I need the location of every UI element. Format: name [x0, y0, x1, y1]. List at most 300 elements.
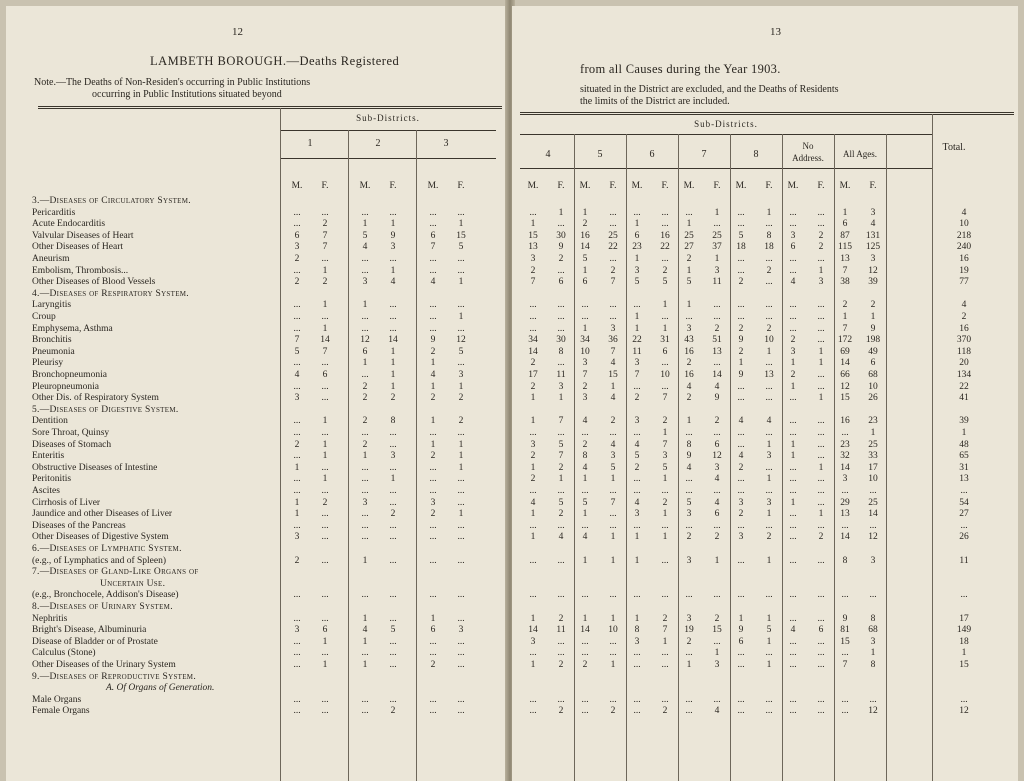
sex-header: F. — [661, 181, 669, 191]
table-cell: 3 — [362, 277, 368, 287]
table-cell: ... — [841, 428, 849, 438]
table-cell: 39 — [868, 277, 878, 287]
table-cell: ... — [321, 358, 329, 368]
table-cell: ... — [429, 312, 437, 322]
table-cell: 4 — [790, 277, 796, 287]
total-cell: 218 — [956, 231, 972, 241]
table-cell: 6 — [738, 637, 744, 647]
table-cell: ... — [661, 219, 669, 229]
table-cell: 6 — [714, 440, 720, 450]
table-cell: ... — [609, 695, 617, 705]
table-cell: ... — [633, 660, 641, 670]
table-cell: 16 — [660, 231, 670, 241]
table-cell: ... — [293, 324, 301, 334]
table-cell: 23 — [868, 416, 878, 426]
table-cell: ... — [661, 590, 669, 600]
table-cell: 1 — [870, 428, 876, 438]
table-cell: ... — [361, 254, 369, 264]
table-cell: ... — [389, 312, 397, 322]
table-cell: ... — [361, 706, 369, 716]
table-cell: 3 — [766, 498, 772, 508]
table-cell: 15 — [608, 370, 618, 380]
table-cell: 23 — [840, 440, 850, 450]
table-cell: 1 — [818, 393, 824, 403]
table-cell: 12 — [868, 706, 878, 716]
table-cell: 4 — [714, 498, 720, 508]
table-cell: 1 — [390, 219, 396, 229]
table-cell: 2 — [558, 660, 564, 670]
table-cell: ... — [661, 358, 669, 368]
table-cell: 2 — [790, 335, 796, 345]
total-cell: ... — [960, 590, 968, 600]
table-cell: ... — [361, 695, 369, 705]
table-cell: ... — [529, 428, 537, 438]
table-cell: ... — [321, 532, 329, 542]
table-cell: 1 — [458, 277, 464, 287]
table-cell: 7 — [322, 347, 328, 357]
table-cell: ... — [557, 556, 565, 566]
table-cell: 2 — [362, 382, 368, 392]
table-cell: ... — [389, 648, 397, 658]
table-cell: 10 — [660, 370, 670, 380]
table-cell: 172 — [837, 335, 853, 345]
table-cell: 7 — [842, 324, 848, 334]
table-cell: 2 — [458, 393, 464, 403]
table-cell: 2 — [790, 370, 796, 380]
table-cell: ... — [713, 695, 721, 705]
table-cell: ... — [293, 312, 301, 322]
table-cell: 34 — [528, 335, 538, 345]
table-cell: ... — [321, 648, 329, 658]
total-cell: 26 — [959, 532, 969, 542]
table-cell: ... — [321, 556, 329, 566]
table-cell: ... — [321, 486, 329, 496]
col-divider — [932, 114, 933, 781]
table-cell: 1 — [662, 324, 668, 334]
table-cell: 3 — [582, 393, 588, 403]
table-cell: 1 — [294, 463, 300, 473]
col-divider — [348, 130, 349, 781]
table-cell: 2 — [294, 277, 300, 287]
table-cell: ... — [557, 324, 565, 334]
table-cell: 2 — [430, 393, 436, 403]
table-cell: ... — [361, 370, 369, 380]
row-label: Enteritis — [32, 451, 65, 461]
table-cell: 1 — [390, 347, 396, 357]
table-cell: 5 — [662, 463, 668, 473]
table-cell: 4 — [714, 382, 720, 392]
sub-districts-header-right: Sub-Districts. — [694, 119, 758, 129]
table-cell: ... — [321, 590, 329, 600]
table-cell: 6 — [430, 625, 436, 635]
table-cell: 7 — [430, 242, 436, 252]
table-cell: 1 — [294, 498, 300, 508]
table-cell: ... — [361, 324, 369, 334]
table-cell: 2 — [818, 532, 824, 542]
table-cell: 4 — [714, 474, 720, 484]
table-cell: ... — [661, 648, 669, 658]
table-cell: 3 — [738, 532, 744, 542]
header-rule-left — [280, 130, 496, 131]
total-cell: 11 — [959, 556, 969, 566]
table-cell: 1 — [634, 556, 640, 566]
table-cell: ... — [557, 637, 565, 647]
row-label: Other Diseases of Heart — [32, 242, 124, 252]
table-cell: ... — [557, 590, 565, 600]
table-cell: ... — [529, 324, 537, 334]
table-cell: ... — [389, 486, 397, 496]
table-cell: 1 — [790, 451, 796, 461]
table-cell: ... — [457, 637, 465, 647]
total-cell: 41 — [959, 393, 969, 403]
table-cell: 6 — [558, 277, 564, 287]
table-cell: 3 — [686, 614, 692, 624]
table-cell: ... — [789, 648, 797, 658]
table-cell: ... — [389, 614, 397, 624]
row-label: Pleurisy — [32, 358, 64, 368]
table-cell: ... — [361, 474, 369, 484]
table-cell: 10 — [868, 474, 878, 484]
table-cell: 1 — [582, 614, 588, 624]
table-cell: ... — [789, 521, 797, 531]
table-cell: 3 — [634, 637, 640, 647]
total-cell: ... — [960, 486, 968, 496]
table-cell: 49 — [868, 347, 878, 357]
table-cell: ... — [581, 637, 589, 647]
table-cell: ... — [389, 660, 397, 670]
table-cell: 2 — [738, 509, 744, 519]
table-cell: 2 — [582, 382, 588, 392]
sex-header: M. — [683, 181, 695, 191]
table-cell: ... — [765, 695, 773, 705]
table-cell: ... — [361, 208, 369, 218]
table-cell: 9 — [738, 625, 744, 635]
table-cell: 5 — [610, 463, 616, 473]
table-cell: 1 — [818, 509, 824, 519]
table-cell: ... — [389, 532, 397, 542]
table-cell: 2 — [662, 266, 668, 276]
top-rule-left — [38, 106, 502, 109]
table-cell: 4 — [714, 706, 720, 716]
table-cell: 3 — [558, 382, 564, 392]
table-cell: ... — [633, 695, 641, 705]
table-cell: ... — [841, 648, 849, 658]
table-cell: 12 — [868, 266, 878, 276]
table-cell: 1 — [322, 416, 328, 426]
table-cell: ... — [581, 312, 589, 322]
table-cell: 3 — [390, 451, 396, 461]
header-rule-left-2 — [280, 158, 496, 159]
table-cell: 3 — [738, 498, 744, 508]
table-cell: 2 — [322, 277, 328, 287]
table-cell: 7 — [530, 277, 536, 287]
sex-header: M. — [839, 181, 851, 191]
table-cell: ... — [429, 266, 437, 276]
table-cell: 7 — [582, 370, 588, 380]
table-cell: ... — [293, 300, 301, 310]
table-cell: 1 — [322, 266, 328, 276]
table-cell: 1 — [362, 614, 368, 624]
table-cell: 9 — [714, 393, 720, 403]
table-cell: ... — [789, 556, 797, 566]
table-cell: ... — [765, 219, 773, 229]
table-cell: 3 — [634, 358, 640, 368]
table-cell: 6 — [634, 231, 640, 241]
table-cell: 2 — [530, 451, 536, 461]
table-cell: 7 — [662, 393, 668, 403]
table-cell: ... — [457, 428, 465, 438]
table-cell: 1 — [870, 648, 876, 658]
row-label: Peritonitis — [32, 474, 72, 484]
table-cell: 4 — [738, 451, 744, 461]
row-label: 4.—Diseases of Respiratory System. — [32, 289, 189, 299]
total-cell: 19 — [959, 266, 969, 276]
table-cell: ... — [789, 393, 797, 403]
table-cell: 1 — [662, 428, 668, 438]
table-cell: ... — [817, 486, 825, 496]
table-cell: ... — [429, 324, 437, 334]
table-cell: ... — [765, 254, 773, 264]
row-label: Pneumonia — [32, 347, 75, 357]
table-cell: 5 — [738, 231, 744, 241]
total-cell: 149 — [956, 625, 972, 635]
table-cell: 7 — [842, 660, 848, 670]
table-cell: ... — [737, 300, 745, 310]
table-cell: 36 — [608, 335, 618, 345]
table-cell: 2 — [558, 614, 564, 624]
table-cell: 27 — [684, 242, 694, 252]
table-cell: ... — [609, 219, 617, 229]
table-cell: 1 — [362, 300, 368, 310]
table-cell: 8 — [766, 231, 772, 241]
row-label: (e.g., of Lymphatics and of Spleen) — [32, 556, 167, 566]
table-cell: ... — [685, 706, 693, 716]
table-cell: 2 — [738, 324, 744, 334]
total-cell: 15 — [959, 660, 969, 670]
table-cell: ... — [609, 590, 617, 600]
table-cell: ... — [817, 300, 825, 310]
table-cell: 7 — [842, 266, 848, 276]
table-cell: ... — [841, 486, 849, 496]
table-cell: ... — [765, 706, 773, 716]
table-cell: 11 — [556, 370, 566, 380]
table-cell: 3 — [582, 358, 588, 368]
table-cell: ... — [293, 521, 301, 531]
table-cell: 4 — [430, 277, 436, 287]
table-cell: 1 — [322, 451, 328, 461]
district-3-header: 3 — [443, 138, 449, 149]
table-cell: ... — [457, 660, 465, 670]
table-cell: 6 — [322, 370, 328, 380]
table-cell: ... — [293, 219, 301, 229]
total-cell: 27 — [959, 509, 969, 519]
table-cell: 6 — [714, 509, 720, 519]
table-cell: 1 — [558, 474, 564, 484]
table-cell: 6 — [870, 358, 876, 368]
total-cell: 370 — [956, 335, 972, 345]
table-cell: 3 — [714, 463, 720, 473]
table-cell: 4 — [634, 498, 640, 508]
total-cell: 17 — [959, 614, 969, 624]
table-cell: ... — [661, 521, 669, 531]
table-cell: ... — [581, 590, 589, 600]
table-cell: 1 — [842, 208, 848, 218]
table-cell: ... — [685, 428, 693, 438]
table-cell: 1 — [662, 532, 668, 542]
table-cell: 4 — [362, 625, 368, 635]
sub-districts-header-left: Sub-Districts. — [356, 113, 420, 123]
table-cell: 2 — [738, 463, 744, 473]
table-cell: ... — [321, 254, 329, 264]
table-cell: 1 — [686, 416, 692, 426]
table-cell: ... — [765, 382, 773, 392]
table-cell: ... — [609, 254, 617, 264]
table-cell: 1 — [322, 474, 328, 484]
table-cell: 14 — [840, 532, 850, 542]
table-cell: 7 — [558, 451, 564, 461]
table-cell: 7 — [558, 416, 564, 426]
table-cell: ... — [389, 463, 397, 473]
table-cell: ... — [633, 706, 641, 716]
table-cell: 1 — [458, 312, 464, 322]
total-cell: 39 — [959, 416, 969, 426]
table-cell: ... — [389, 590, 397, 600]
page-number-right: 13 — [770, 26, 781, 38]
total-cell: 20 — [959, 358, 969, 368]
table-cell: 1 — [634, 532, 640, 542]
table-cell: ... — [293, 695, 301, 705]
table-cell: ... — [765, 521, 773, 531]
table-cell: 1 — [634, 312, 640, 322]
table-cell: 3 — [870, 556, 876, 566]
table-cell: ... — [581, 300, 589, 310]
table-cell: 2 — [662, 614, 668, 624]
table-cell: 1 — [610, 474, 616, 484]
row-label: Diseases of the Pancreas — [32, 521, 126, 531]
table-cell: ... — [817, 451, 825, 461]
table-cell: 51 — [712, 335, 722, 345]
table-cell: 6 — [294, 231, 300, 241]
table-cell: ... — [765, 312, 773, 322]
table-cell: ... — [293, 706, 301, 716]
table-cell: ... — [661, 660, 669, 670]
table-cell: 14 — [868, 509, 878, 519]
table-cell: ... — [321, 695, 329, 705]
table-cell: 4 — [362, 242, 368, 252]
table-cell: 2 — [558, 463, 564, 473]
total-cell: 13 — [959, 474, 969, 484]
table-cell: 1 — [662, 300, 668, 310]
table-cell: ... — [293, 486, 301, 496]
table-cell: 3 — [458, 625, 464, 635]
table-cell: 1 — [362, 219, 368, 229]
table-cell: 2 — [582, 440, 588, 450]
table-cell: ... — [557, 358, 565, 368]
table-cell: 7 — [322, 231, 328, 241]
table-cell: ... — [457, 324, 465, 334]
table-cell: ... — [529, 521, 537, 531]
table-cell: 2 — [686, 637, 692, 647]
table-cell: ... — [789, 300, 797, 310]
row-label: Other Diseases of Blood Vessels — [32, 277, 156, 287]
table-cell: 1 — [322, 660, 328, 670]
table-cell: 4 — [870, 219, 876, 229]
sex-header: M. — [787, 181, 799, 191]
table-cell: ... — [737, 474, 745, 484]
table-cell: ... — [737, 486, 745, 496]
table-cell: 13 — [528, 242, 538, 252]
table-cell: 2 — [662, 706, 668, 716]
table-cell: 1 — [430, 440, 436, 450]
table-cell: ... — [429, 428, 437, 438]
table-cell: 1 — [390, 382, 396, 392]
table-cell: 1 — [530, 219, 536, 229]
table-cell: ... — [789, 463, 797, 473]
row-label: Bright's Disease, Albuminuria — [32, 625, 147, 635]
table-cell: ... — [713, 637, 721, 647]
table-cell: 1 — [662, 474, 668, 484]
table-cell: 34 — [580, 335, 590, 345]
table-cell: 2 — [870, 300, 876, 310]
table-cell: ... — [389, 556, 397, 566]
table-cell: 14 — [840, 463, 850, 473]
table-cell: ... — [737, 208, 745, 218]
table-cell: ... — [841, 695, 849, 705]
table-cell: 1 — [714, 208, 720, 218]
table-cell: ... — [457, 648, 465, 658]
table-cell: 2 — [738, 277, 744, 287]
table-cell: ... — [609, 521, 617, 531]
table-cell: 1 — [530, 614, 536, 624]
note-line-1: Note.—The Deaths of Non-Residen's occurring in Public Institutions — [34, 77, 311, 88]
row-label: Bronchopneumonia — [32, 370, 107, 380]
table-cell: ... — [293, 358, 301, 368]
row-label: Jaundice and other Diseases of Liver — [32, 509, 173, 519]
table-cell: ... — [789, 614, 797, 624]
table-cell: 7 — [662, 625, 668, 635]
table-cell: 2 — [662, 416, 668, 426]
table-cell: ... — [789, 486, 797, 496]
table-cell: 2 — [818, 242, 824, 252]
table-cell: ... — [633, 208, 641, 218]
table-cell: ... — [457, 532, 465, 542]
table-cell: 2 — [390, 393, 396, 403]
table-cell: ... — [457, 208, 465, 218]
table-cell: 10 — [608, 625, 618, 635]
table-cell: 5 — [362, 231, 368, 241]
table-cell: 25 — [684, 231, 694, 241]
table-cell: 1 — [322, 300, 328, 310]
table-cell: ... — [817, 312, 825, 322]
table-cell: 2 — [322, 498, 328, 508]
table-cell: ... — [581, 695, 589, 705]
table-cell: ... — [789, 474, 797, 484]
sex-header: F. — [869, 181, 877, 191]
sex-header: M. — [291, 181, 303, 191]
table-cell: 8 — [558, 347, 564, 357]
table-cell: 1 — [582, 208, 588, 218]
table-cell: 1 — [790, 382, 796, 392]
table-cell: 8 — [686, 440, 692, 450]
table-cell: 1 — [686, 300, 692, 310]
table-cell: 3 — [294, 625, 300, 635]
row-label: Croup — [32, 312, 56, 322]
sex-header: F. — [817, 181, 825, 191]
table-cell: 2 — [634, 393, 640, 403]
table-cell: 2 — [766, 532, 772, 542]
table-cell: 1 — [362, 660, 368, 670]
total-cell: 240 — [956, 242, 972, 252]
